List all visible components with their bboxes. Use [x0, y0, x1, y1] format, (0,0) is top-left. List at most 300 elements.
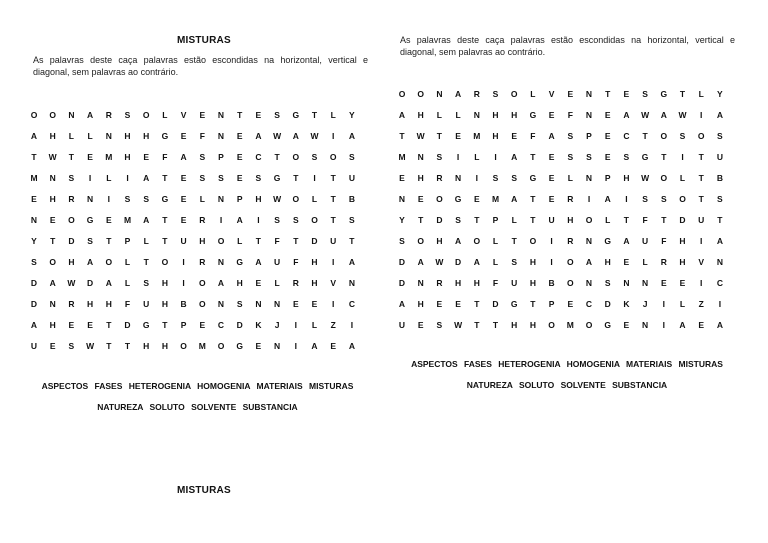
grid-letter: W [454, 320, 463, 330]
grid-letter: G [529, 110, 537, 120]
grid-letter: E [180, 194, 187, 204]
grid-letter: S [87, 236, 93, 246]
grid-letter: B [716, 173, 723, 183]
grid-letter: E [199, 320, 206, 330]
grid-letter: A [417, 257, 424, 267]
grid-letter: O [473, 236, 481, 246]
grid-letter: U [642, 236, 649, 246]
right-grid-row [396, 109, 731, 121]
grid-letter: M [123, 215, 132, 225]
grid-letter: A [604, 194, 611, 204]
grid-letter: A [660, 110, 667, 120]
grid-letter: S [623, 152, 630, 162]
grid-letter: I [219, 215, 223, 225]
left-grid-row [28, 130, 363, 142]
grid-letter: V [548, 89, 555, 99]
grid-letter: I [662, 299, 665, 309]
grid-letter: H [105, 299, 112, 309]
grid-letter: S [349, 215, 355, 225]
grid-letter: I [126, 173, 129, 183]
left-grid-row [28, 151, 363, 163]
grid-letter: D [398, 257, 406, 267]
grid-letter: F [124, 299, 131, 309]
grid-letter: M [473, 131, 481, 141]
grid-letter: E [87, 320, 93, 330]
grid-letter: S [717, 131, 723, 141]
grid-letter: V [330, 278, 337, 288]
grid-letter: A [455, 89, 462, 99]
grid-letter: Y [31, 236, 37, 246]
grid-letter: Z [330, 320, 336, 330]
grid-letter: E [567, 89, 574, 99]
grid-letter: S [349, 152, 355, 162]
grid-letter: G [161, 131, 169, 141]
grid-letter: H [68, 257, 75, 267]
grid-letter: E [436, 299, 443, 309]
grid-letter: A [511, 152, 518, 162]
grid-letter: U [716, 152, 723, 162]
grid-letter: E [623, 257, 630, 267]
grid-letter: V [180, 110, 187, 120]
grid-letter: I [681, 152, 684, 162]
grid-letter: H [161, 341, 168, 351]
grid-letter: L [162, 110, 168, 120]
grid-letter: A [30, 320, 38, 330]
grid-letter: I [182, 278, 185, 288]
grid-letter: E [105, 215, 112, 225]
grid-letter: A [455, 236, 462, 246]
grid-letter: N [68, 110, 75, 120]
right-word-list-line1: ASPECTOS FASES HETEROGENIA HOMOGENIA MATERIAIS MISTURAS [411, 359, 723, 369]
grid-letter: T [530, 215, 536, 225]
grid-letter: U [30, 341, 38, 351]
left-grid-row [28, 340, 363, 352]
grid-letter: Z [698, 299, 704, 309]
grid-letter: F [492, 278, 499, 288]
grid-letter: N [217, 110, 225, 120]
grid-letter: S [143, 194, 150, 204]
grid-letter: R [436, 173, 443, 183]
grid-letter: A [716, 320, 723, 330]
grid-letter: E [180, 173, 187, 183]
grid-letter: A [30, 131, 38, 141]
left-word-list [20, 376, 375, 418]
grid-letter: S [399, 236, 405, 246]
left-word-list-line2: NATUREZA SOLUTO SOLVENTE SUBSTANCIA [97, 402, 298, 412]
grid-letter: S [455, 215, 461, 225]
grid-letter: U [274, 257, 281, 267]
grid-letter: N [716, 257, 723, 267]
grid-letter: A [473, 257, 480, 267]
grid-letter: H [529, 257, 536, 267]
grid-letter: K [623, 299, 630, 309]
grid-letter: T [162, 236, 168, 246]
right-grid-row [396, 172, 731, 184]
grid-letter: M [198, 341, 206, 351]
grid-letter: S [436, 152, 443, 162]
grid-letter: I [107, 194, 110, 204]
grid-letter: H [436, 236, 443, 246]
grid-letter: T [311, 110, 318, 120]
grid-letter: T [124, 341, 131, 351]
grid-letter: O [566, 278, 574, 288]
grid-letter: A [217, 278, 225, 288]
grid-letter: E [31, 194, 37, 204]
grid-letter: H [623, 173, 630, 183]
right-grid-row [396, 256, 731, 268]
grid-letter: U [511, 278, 518, 288]
grid-letter: W [416, 131, 425, 141]
grid-letter: A [311, 341, 318, 351]
grid-letter: S [567, 152, 574, 162]
grid-letter: T [330, 173, 336, 183]
grid-letter: W [86, 341, 95, 351]
grid-letter: T [717, 215, 723, 225]
grid-letter: D [124, 320, 131, 330]
grid-letter: R [567, 236, 574, 246]
grid-letter: T [293, 173, 299, 183]
grid-letter: A [585, 257, 593, 267]
left-word-list-line1: ASPECTOS FASES HETEROGENIA HOMOGENIA MATERIAIS MISTURAS [41, 381, 354, 391]
grid-letter: H [679, 236, 686, 246]
grid-letter: L [68, 131, 74, 141]
grid-letter: E [660, 278, 667, 288]
grid-letter: I [332, 131, 335, 141]
grid-letter: W [273, 194, 282, 204]
grid-letter: O [292, 194, 300, 204]
grid-letter: I [313, 173, 316, 183]
grid-letter: O [49, 110, 56, 120]
grid-letter: H [49, 320, 56, 330]
grid-letter: I [456, 152, 460, 162]
right-word-search-grid [396, 88, 731, 334]
bottom-sheet-title: MISTURAS [177, 485, 231, 496]
grid-letter: N [30, 215, 38, 225]
grid-letter: O [585, 215, 593, 225]
right-grid-row [396, 214, 731, 226]
left-grid-row [28, 235, 363, 247]
grid-letter: T [474, 299, 480, 309]
grid-letter: S [436, 320, 443, 330]
grid-letter: I [294, 320, 297, 330]
grid-letter: H [604, 257, 611, 267]
grid-letter: S [68, 341, 75, 351]
grid-letter: H [511, 110, 518, 120]
grid-letter: N [255, 299, 262, 309]
grid-letter: H [199, 236, 206, 246]
grid-letter: K [255, 320, 262, 330]
grid-letter: L [492, 236, 499, 246]
grid-letter: L [511, 215, 517, 225]
grid-letter: F [293, 257, 299, 267]
grid-letter: C [348, 299, 355, 309]
grid-letter: R [660, 257, 667, 267]
grid-letter: F [567, 110, 573, 120]
grid-letter: G [604, 236, 611, 246]
grid-letter: E [255, 341, 262, 351]
grid-letter: W [641, 110, 650, 120]
left-grid-row [28, 214, 363, 226]
grid-letter: L [143, 236, 149, 246]
grid-letter: A [292, 131, 299, 141]
grid-letter: D [87, 278, 94, 288]
grid-letter: G [660, 89, 668, 99]
grid-letter: O [30, 110, 38, 120]
grid-letter: E [87, 152, 93, 162]
grid-letter: S [292, 215, 299, 225]
grid-letter: I [550, 236, 553, 246]
grid-letter: I [294, 341, 297, 351]
grid-letter: H [529, 320, 536, 330]
grid-letter: O [311, 215, 318, 225]
grid-letter: E [604, 131, 611, 141]
grid-letter: S [274, 215, 280, 225]
grid-letter: P [492, 215, 499, 225]
grid-letter: L [311, 194, 318, 204]
grid-letter: W [67, 278, 76, 288]
grid-letter: T [330, 194, 336, 204]
grid-letter: M [491, 194, 500, 204]
grid-letter: E [311, 299, 318, 309]
grid-letter: F [274, 236, 280, 246]
grid-letter: S [199, 152, 206, 162]
grid-letter: T [255, 236, 261, 246]
grid-letter: H [455, 278, 462, 288]
grid-letter: A [255, 257, 262, 267]
grid-letter: L [567, 173, 573, 183]
grid-letter: I [625, 194, 628, 204]
grid-letter: E [417, 320, 424, 330]
left-sheet-instructions: As palavras deste caça palavras estão escondidas na horizontal, vertical e diagonal, sem palavras ao contrário. [33, 55, 368, 77]
grid-letter: S [642, 89, 648, 99]
grid-letter: E [236, 152, 243, 162]
grid-letter: H [417, 299, 424, 309]
grid-letter: L [311, 320, 318, 330]
grid-letter: G [604, 320, 611, 330]
grid-letter: A [87, 110, 94, 120]
grid-letter: O [180, 341, 187, 351]
grid-letter: L [679, 173, 686, 183]
grid-letter: L [274, 278, 280, 288]
grid-letter: E [236, 173, 243, 183]
grid-letter: J [274, 320, 280, 330]
grid-letter: A [180, 152, 187, 162]
grid-letter: T [143, 257, 149, 267]
grid-letter: S [311, 152, 318, 162]
grid-letter: H [492, 131, 499, 141]
grid-letter: I [662, 320, 665, 330]
grid-letter: O [660, 131, 668, 141]
grid-letter: O [417, 236, 424, 246]
grid-letter: S [511, 257, 518, 267]
grid-letter: I [332, 299, 335, 309]
grid-letter: T [237, 110, 243, 120]
right-word-list-line2: NATUREZA SOLUTO SOLVENTE SUBSTANCIA [466, 380, 668, 390]
grid-letter: O [585, 320, 593, 330]
grid-letter: E [49, 341, 56, 351]
grid-letter: P [124, 236, 131, 246]
grid-letter: T [530, 194, 536, 204]
grid-letter: E [399, 173, 405, 183]
grid-letter: S [511, 173, 518, 183]
grid-letter: O [679, 194, 686, 204]
grid-letter: S [717, 194, 723, 204]
grid-letter: A [348, 257, 355, 267]
grid-letter: E [292, 299, 299, 309]
grid-letter: D [311, 236, 318, 246]
left-grid-row [28, 277, 363, 289]
grid-letter: E [548, 173, 555, 183]
grid-letter: I [475, 173, 478, 183]
grid-letter: A [716, 110, 723, 120]
grid-letter: W [435, 257, 444, 267]
grid-letter: I [718, 299, 722, 309]
grid-letter: S [660, 194, 667, 204]
grid-letter: H [87, 299, 94, 309]
grid-letter: A [511, 194, 518, 204]
grid-letter: T [330, 215, 336, 225]
grid-letter: P [604, 173, 611, 183]
grid-letter: B [180, 299, 187, 309]
grid-letter: O [417, 89, 424, 99]
grid-letter: F [199, 131, 205, 141]
grid-letter: R [567, 194, 574, 204]
grid-letter: N [585, 236, 593, 246]
grid-letter: H [49, 194, 56, 204]
grid-letter: Y [717, 89, 723, 99]
grid-letter: B [548, 278, 555, 288]
grid-letter: R [68, 194, 75, 204]
grid-letter: G [641, 152, 649, 162]
grid-letter: E [548, 194, 555, 204]
grid-letter: F [661, 236, 667, 246]
grid-letter: O [142, 110, 150, 120]
grid-letter: L [698, 89, 704, 99]
grid-letter: C [623, 131, 630, 141]
grid-letter: T [492, 320, 499, 330]
grid-letter: E [180, 215, 187, 225]
grid-letter: U [348, 173, 355, 183]
grid-letter: S [586, 152, 592, 162]
grid-letter: H [417, 173, 424, 183]
grid-letter: S [31, 257, 37, 267]
grid-letter: G [273, 173, 281, 183]
grid-letter: U [180, 236, 187, 246]
grid-letter: L [124, 257, 131, 267]
grid-letter: P [180, 320, 187, 330]
grid-letter: T [623, 215, 629, 225]
grid-letter: G [529, 173, 537, 183]
right-grid-row [396, 151, 731, 163]
grid-letter: P [586, 131, 592, 141]
grid-letter: N [585, 173, 593, 183]
grid-letter: H [143, 341, 150, 351]
grid-letter: A [348, 131, 355, 141]
right-grid-row [396, 130, 731, 142]
grid-letter: H [255, 194, 262, 204]
grid-letter: T [661, 215, 667, 225]
grid-letter: N [217, 257, 225, 267]
grid-letter: N [642, 320, 649, 330]
grid-letter: R [473, 89, 480, 99]
grid-letter: N [417, 278, 424, 288]
grid-letter: I [350, 320, 354, 330]
grid-letter: S [124, 110, 131, 120]
grid-letter: C [716, 278, 723, 288]
left-grid-row [28, 109, 363, 121]
grid-letter: I [550, 257, 553, 267]
grid-letter: H [311, 257, 318, 267]
grid-letter: S [679, 131, 686, 141]
grid-letter: S [567, 131, 574, 141]
grid-letter: E [236, 131, 243, 141]
grid-letter: I [88, 173, 92, 183]
grid-letter: L [106, 173, 112, 183]
grid-letter: I [700, 278, 703, 288]
grid-letter: M [30, 173, 38, 183]
right-sheet-instructions: As palavras deste caça palavras estão escondidas na horizontal, vertical e diagonal, sem palavras ao contrário. [400, 35, 735, 57]
grid-letter: R [199, 215, 206, 225]
grid-letter: A [623, 236, 630, 246]
grid-letter: S [124, 194, 131, 204]
grid-letter: D [30, 299, 38, 309]
grid-letter: M [105, 152, 113, 162]
grid-letter: T [68, 152, 74, 162]
grid-letter: T [642, 131, 648, 141]
grid-letter: D [436, 215, 443, 225]
grid-letter: H [311, 278, 318, 288]
grid-letter: H [417, 110, 424, 120]
grid-letter: H [49, 131, 56, 141]
grid-letter: O [329, 152, 337, 162]
grid-letter: L [530, 89, 536, 99]
grid-letter: R [292, 278, 299, 288]
grid-letter: N [417, 152, 424, 162]
grid-letter: G [454, 194, 462, 204]
grid-letter: E [49, 215, 56, 225]
grid-letter: N [274, 299, 281, 309]
grid-letter: S [492, 173, 499, 183]
grid-letter: T [106, 320, 112, 330]
right-grid-row [396, 235, 731, 247]
grid-letter: E [511, 131, 518, 141]
grid-letter: T [349, 236, 355, 246]
grid-letter: U [548, 215, 555, 225]
grid-letter: U [698, 215, 705, 225]
grid-letter: N [585, 89, 593, 99]
grid-letter: M [398, 152, 406, 162]
grid-letter: I [494, 152, 497, 162]
grid-letter: A [548, 131, 555, 141]
left-sheet-title: MISTURAS [177, 35, 231, 46]
grid-letter: T [106, 341, 112, 351]
grid-letter: O [548, 320, 555, 330]
grid-letter: E [143, 152, 150, 162]
grid-letter: T [530, 299, 536, 309]
grid-letter: E [623, 89, 630, 99]
grid-letter: L [679, 299, 686, 309]
grid-letter: L [87, 131, 93, 141]
grid-letter: H [492, 110, 499, 120]
grid-letter: T [293, 236, 299, 246]
grid-letter: T [162, 215, 168, 225]
grid-letter: L [436, 110, 442, 120]
grid-letter: C [585, 299, 593, 309]
grid-letter: T [530, 152, 536, 162]
right-grid-row [396, 193, 731, 205]
grid-letter: B [348, 194, 355, 204]
left-grid-row [28, 319, 363, 331]
